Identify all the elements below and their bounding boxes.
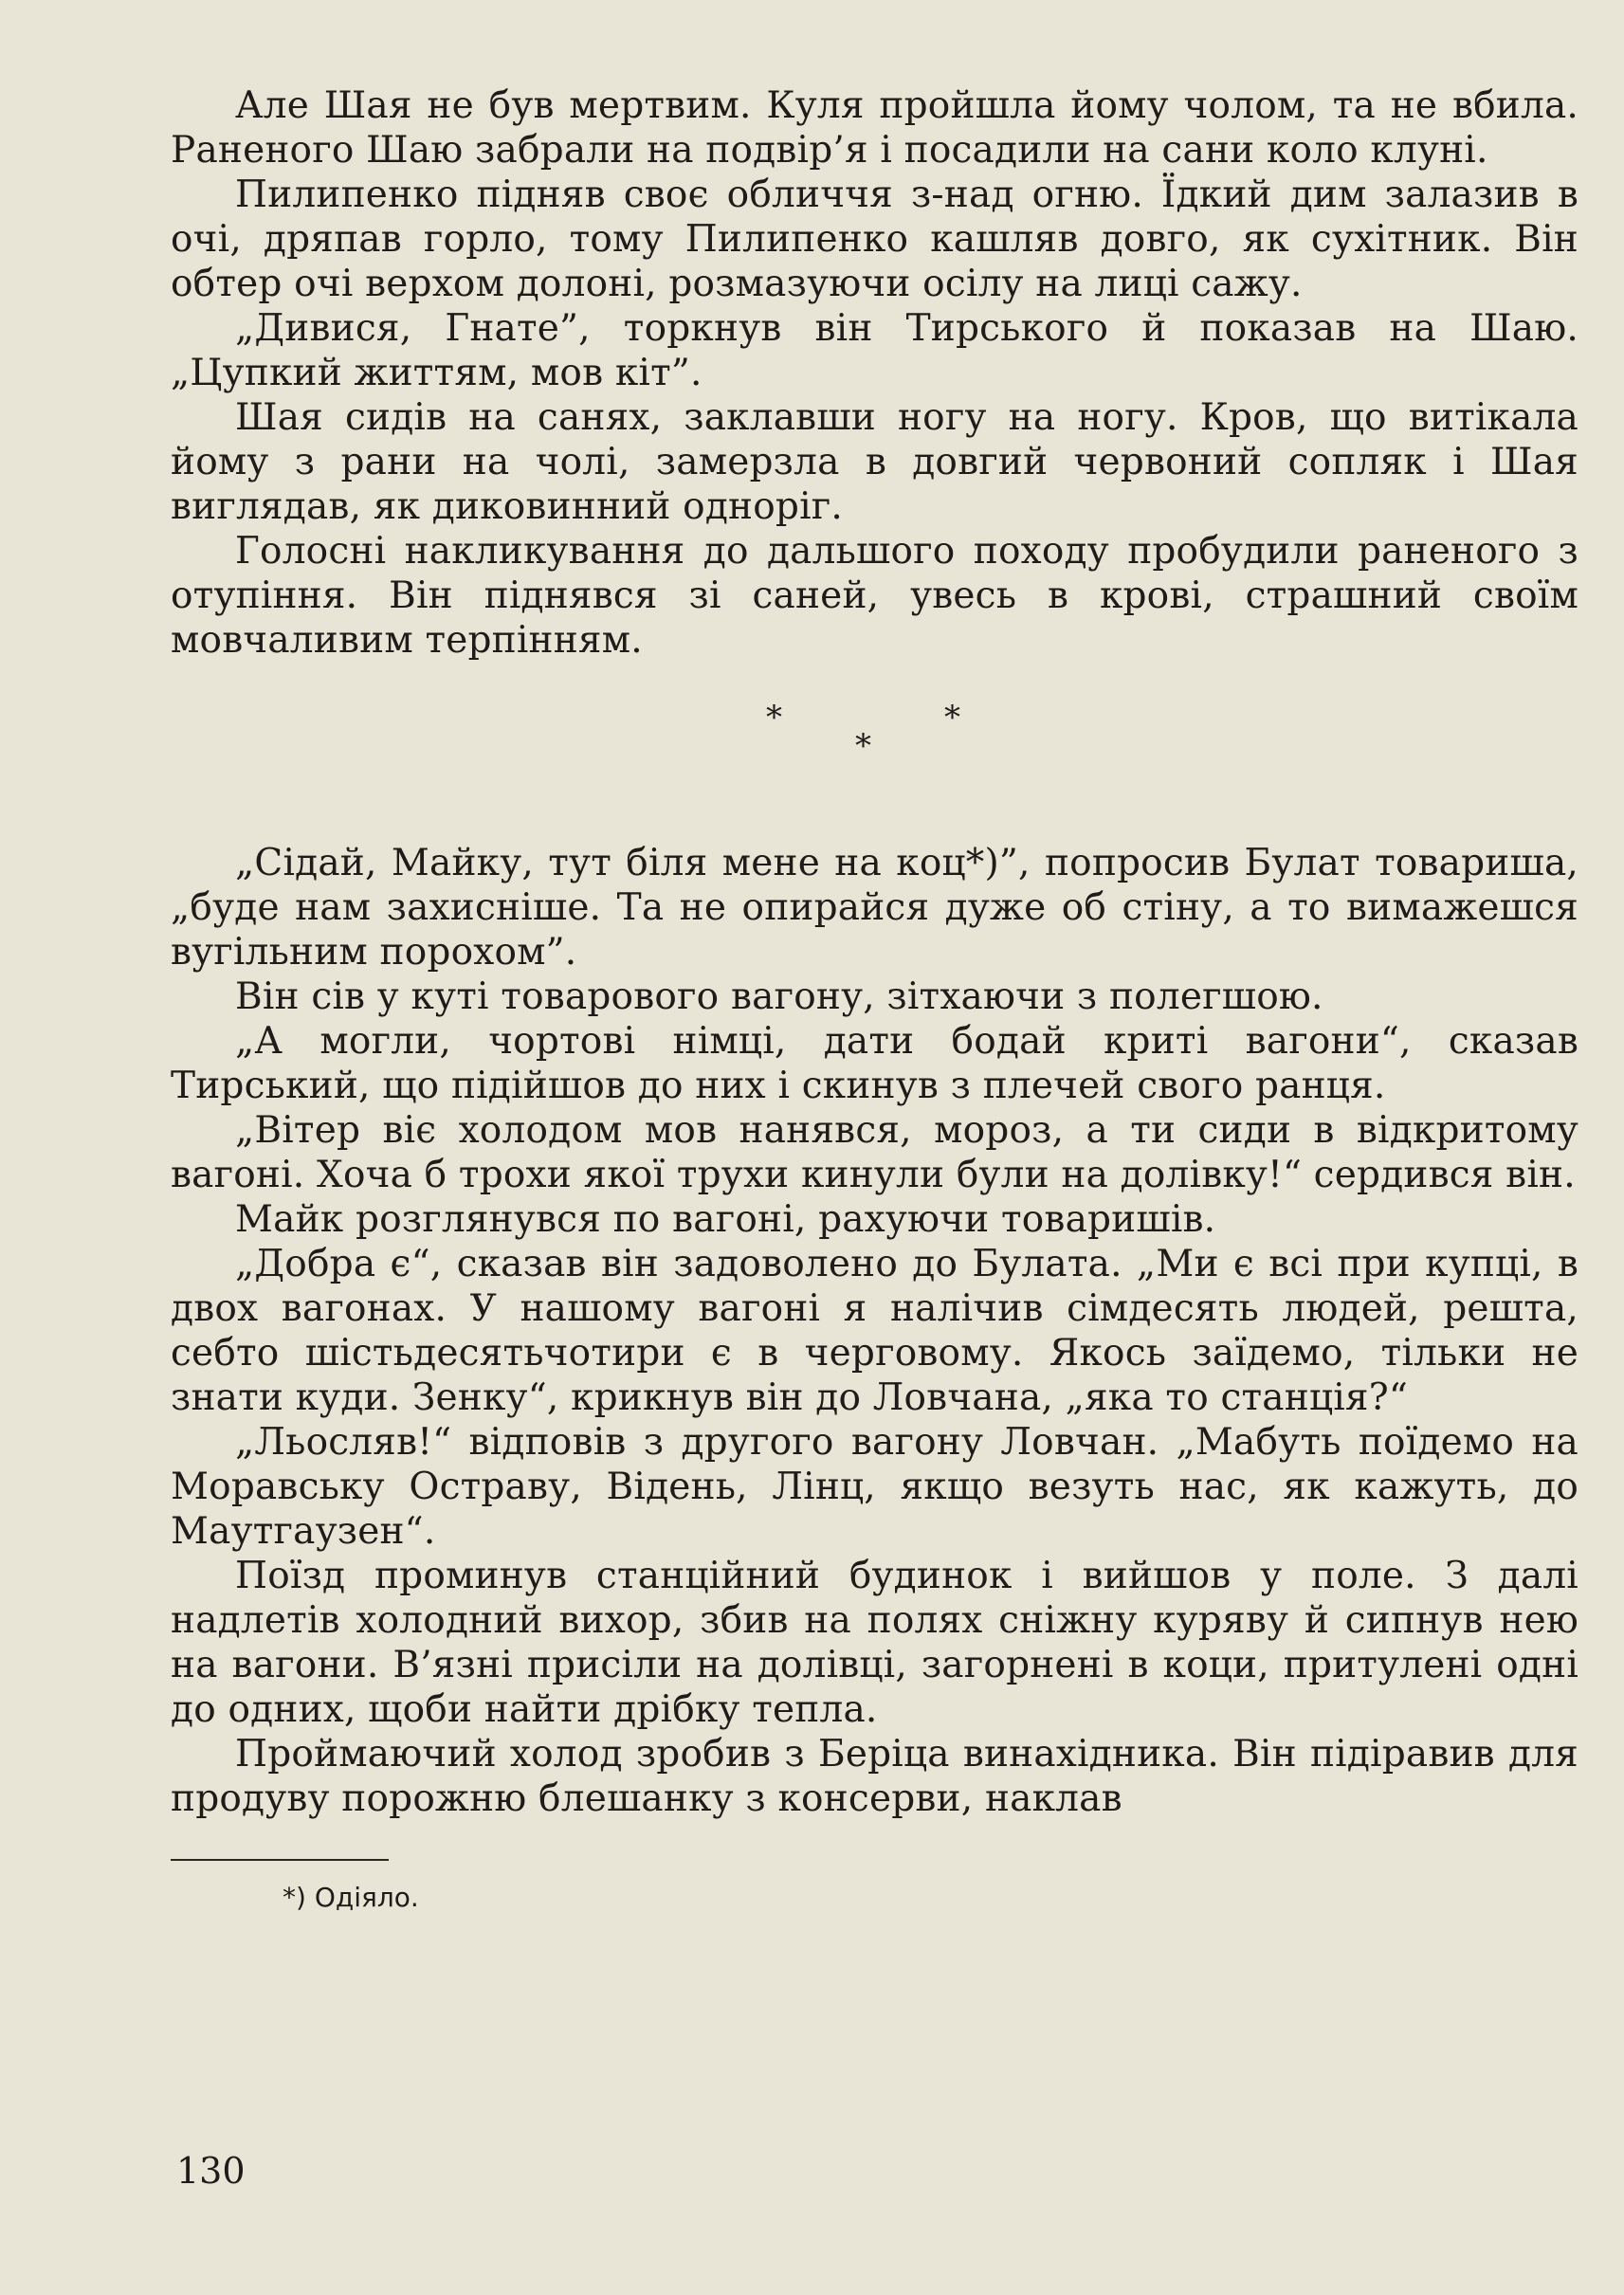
section-separator — [171, 699, 1578, 784]
paragraph-7: Він сів у куті товарового вагону, зітхаючи з полегшою. — [235, 975, 1323, 1018]
section-2 — [171, 841, 1578, 1821]
paragraph-1: Але Шая не був мертвим. Куля пройшла йому чолом, та не вбила. Раненого Шаю забрали на подвір’я і посадили на сани коло клуні. — [171, 84, 1578, 172]
paragraph-2: Пилипенко підняв своє обличчя з-над огню. Їдкий дим залазив в очі, дряпав горло, тому Пилипенко кашляв довго, як сухітник. Він обтер очі верхом долоні, розмазуючи осілу на лиці сажу. — [171, 173, 1578, 305]
paragraph-6: „Сідай, Майку, тут біля мене на коц*)”, попросив Булат товариша, „буде нам захисніше. Та не опирайся дуже об стіну, а то вимажешся вугільним порохом”. — [171, 842, 1578, 974]
paragraph-11: „Добра є“, сказав він задоволено до Булата. „Ми є всі при купці, в двох вагонах. У нашому вагоні я налічив сімдесять людей, решта, себто шістьдесятьчотири є в черговому. Якось заїдемо, тільки не знати куди. Зенку“, крикнув він до Ловчана, „яка то станція?“ — [171, 1243, 1578, 1419]
paragraph-12: „Льосляв!“ відповів з другого вагону Ловчан. „Мабуть поїдемо на Моравську Остраву, Відень, Лінц, якщо везуть нас, як кажуть, до Маутгаузен“. — [171, 1421, 1578, 1553]
paragraph-3: „Дивися, Гнате”, торкнув він Тирського й показав на Шаю. „Цупкий життям, мов кіт”. — [171, 307, 1578, 394]
paragraph-8: „А могли, чортові німці, дати бодай криті вагони“, сказав Тирський, що підійшов до них і скинув з плечей свого ранця. — [171, 1020, 1578, 1107]
footnote: *) Одіяло. — [283, 1882, 419, 1913]
separator-star: * — [944, 699, 960, 737]
paragraph-9: „Вітер віє холодом мов нанявся, мороз, а ти сиди в відкритому вагоні. Хоча б трохи якої трухи кинули були на долівку!“ сердився він. — [171, 1109, 1578, 1196]
section-1 — [171, 83, 1578, 663]
paragraph-10: Майк розглянувся по вагоні, рахуючи товаришів. — [235, 1198, 1216, 1241]
page-number: 130 — [176, 2150, 246, 2192]
paragraph-5: Голосні накликування до дальшого походу пробудили раненого з отупіння. Він піднявся зі саней, увесь в крові, страшний своїм мовчаливим терпінням. — [171, 530, 1578, 662]
paragraph-13: Поїзд проминув станційний будинок і вийшов у поле. З далі надлетів холодний вихор, збив на полях сніжну куряву й сипнув нею на вагони. В’язні присіли на долівці, загорнені в коци, притулені одні до одних, щоби найти дрібку тепла. — [171, 1555, 1578, 1731]
separator-star: * — [855, 727, 871, 765]
paragraph-4: Шая сидів на санях, заклавши ногу на ногу. Кров, що витікала йому з рани на чолі, замерзла в довгий червоний сопляк і Шая виглядав, як диковинний одноріг. — [171, 396, 1578, 528]
separator-star: * — [766, 699, 782, 737]
paragraph-14: Проймаючий холод зробив з Беріца винахідника. Він підіравив для продуву порожню блешанку з консерви, наклав — [171, 1733, 1578, 1820]
footnote-divider — [171, 1859, 389, 1861]
